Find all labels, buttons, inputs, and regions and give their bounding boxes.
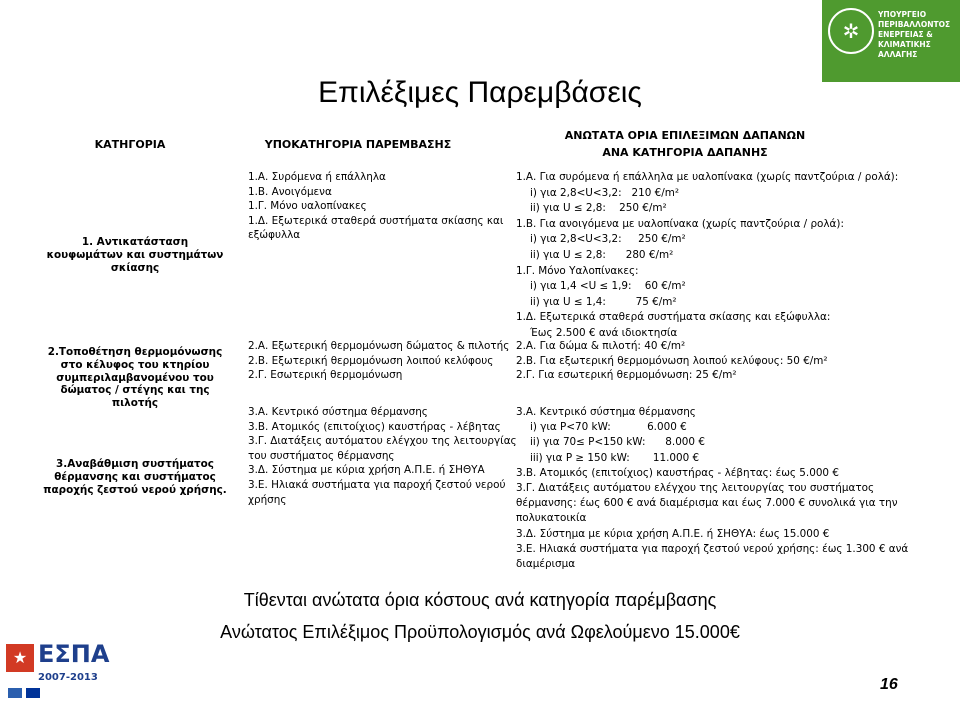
subcategory-item: του συστήματος θέρμανσης	[248, 449, 395, 462]
limits-group-2	[516, 339, 946, 383]
flags	[8, 688, 40, 698]
ministry-logo	[822, 0, 960, 82]
subcategory-group-3	[248, 405, 517, 507]
limit-item: 2.Β. Για εξωτερική θερμομόνωση λοιπού κελύφους: 50 €/m²	[516, 354, 828, 367]
subcategory-group-1	[248, 170, 504, 243]
limit-item: 3.Δ. Σύστημα με κύρια χρήση Α.Π.Ε. ή ΣΗΘΥΑ: έως 15.000 €	[516, 527, 830, 540]
ministry-logo-text: ΥΠΟΥΡΓΕΙΟ ΠΕΡΙΒΑΛΛΟΝΤΟΣ ΕΝΕΡΓΕΙΑΣ & ΚΛΙΜΑΤΙΚΗΣ ΑΛΛΑΓΗΣ	[878, 10, 951, 59]
subcategory-item: 2.Γ. Εσωτερική θερμομόνωση	[248, 369, 403, 382]
limits-group-1	[516, 170, 946, 342]
limit-item: i) για 2,8<U<3,2: 210 €/m²	[530, 186, 680, 199]
ministry-emblem-icon: ✲	[828, 8, 874, 54]
limit-item: 1.Δ. Εξωτερικά σταθερά συστήματα σκίασης και εξώφυλλα:	[516, 311, 831, 324]
limit-item: θέρμανσης: έως 600 € ανά διαμέρισμα και έως 7.000 € συνολικά για την	[516, 497, 898, 510]
limits-group-3	[516, 405, 946, 572]
subcategory-item: 1.Β. Ανοιγόμενα	[248, 185, 332, 198]
limit-item: ii) για U ≤ 2,8: 280 €/m²	[530, 248, 674, 261]
limit-item: πολυκατοικία	[516, 512, 587, 525]
limit-item: διαμέρισμα	[516, 558, 576, 571]
limit-item: 3.Α. Κεντρικό σύστημα θέρμανσης	[516, 406, 696, 418]
limit-item: 1.Α. Για συρόμενα ή επάλληλα με υαλοπίνακα (χωρίς παντζούρια / ρολά):	[516, 171, 899, 183]
espa-logo	[6, 640, 156, 702]
limit-item: 3.Γ. Διατάξεις αυτόματου ελέγχου της λειτουργίας του συστήματος	[516, 482, 875, 495]
header-limits-1: ΑΝΩΤΑΤΑ ΟΡΙΑ ΕΠΙΛΕΞΙΜΩΝ ΔΑΠΑΝΩΝ	[564, 129, 806, 142]
subcategory-item: 3.Ε. Ηλιακά συστήματα για παροχή ζεστού νερού	[248, 478, 506, 491]
subcategory-item: 1.Α. Συρόμενα ή επάλληλα	[248, 171, 386, 183]
subcategory-item: 2.Β. Εξωτερική θερμομόνωση λοιπού κελύφους	[248, 354, 494, 367]
subcategory-group-2	[248, 339, 508, 383]
limit-item: 1.Γ. Μόνο Υαλοπίνακες:	[516, 264, 639, 277]
limit-item: ii) για 70≤ P<150 kW: 8.000 €	[530, 436, 705, 449]
limit-item: 2.Γ. Για εσωτερική θερμομόνωση: 25 €/m²	[516, 369, 737, 382]
limit-item: i) για P<70 kW: 6.000 €	[530, 421, 687, 434]
limit-item: Έως 2.500 € ανά ιδιοκτησία	[530, 326, 678, 339]
page-title: Επιλέξιμες Παρεμβάσεις	[318, 76, 642, 109]
greek-flag-icon	[8, 688, 22, 698]
budget-note: Ανώτατος Επιλέξιμος Προϋπολογισμός ανά Ωφελούμενο 15.000€	[220, 622, 740, 642]
subcategory-item: 3.Α. Κεντρικό σύστημα θέρμανσης	[248, 406, 428, 418]
subcategory-item: εξώφυλλα	[248, 229, 301, 242]
subcategory-item: 1.Δ. Εξωτερικά σταθερά συστήματα σκίασης και	[248, 214, 504, 227]
limit-item: ii) για U ≤ 1,4: 75 €/m²	[530, 295, 677, 308]
category-3: 3.Αναβάθμιση συστήματος θέρμανσης και συστήματος παροχής ζεστού νερού χρήσης.	[43, 458, 227, 496]
limit-item: 3.Ε. Ηλιακά συστήματα για παροχή ζεστού νερού χρήσης: έως 1.300 € ανά	[516, 542, 909, 555]
cost-limits-note: Τίθενται ανώτατα όρια κόστους ανά κατηγορία παρέμβασης	[243, 590, 717, 610]
limit-item: 1.Β. Για ανοιγόμενα με υαλοπίνακα (χωρίς παντζούρια / ρολά):	[516, 217, 844, 230]
espa-name: ΕΣΠΑ	[38, 640, 110, 668]
limit-item: 3.Β. Ατομικός (επιτοίχιος) καυστήρας - λέβητας: έως 5.000 €	[516, 466, 839, 479]
eu-flag-icon	[26, 688, 40, 698]
limit-item: i) για 2,8<U<3,2: 250 €/m²	[530, 233, 686, 246]
subcategory-item: 3.Δ. Σύστημα με κύρια χρήση Α.Π.Ε. ή ΣΗΘΥΑ	[248, 464, 485, 477]
subcategory-item: χρήσης	[248, 493, 287, 506]
limit-item: ii) για U ≤ 2,8: 250 €/m²	[530, 202, 667, 215]
limit-item: iii) για P ≥ 150 kW: 11.000 €	[530, 451, 700, 464]
header-subcategory: ΥΠΟΚΑΤΗΓΟΡΙΑ ΠΑΡΕΜΒΑΣΗΣ	[264, 138, 452, 151]
category-1: 1. Αντικατάσταση κουφωμάτων και συστημάτων σκίασης	[46, 236, 224, 274]
subcategory-item: 1.Γ. Μόνο υαλοπίνακες	[248, 200, 367, 213]
limit-item: 2.Α. Για δώμα & πιλοτή: 40 €/m²	[516, 340, 686, 352]
header-limits-2: ΑΝΑ ΚΑΤΗΓΟΡΙΑ ΔΑΠΑΝΗΣ	[602, 146, 768, 159]
subcategory-item: 3.Β. Ατομικός (επιτοίχιος) καυστήρας - λέβητας	[248, 420, 501, 433]
espa-years: 2007-2013	[38, 672, 98, 683]
category-2: 2.Τοποθέτηση θερμομόνωσης στο κέλυφος του κτηρίου συμπεριλαμβανομένου του δώματος / στέγης και της πιλοτής	[47, 346, 223, 410]
limit-item: i) για 1,4 <U ≤ 1,9: 60 €/m²	[530, 280, 686, 293]
subcategory-item: 2.Α. Εξωτερική θερμομόνωση δώματος & πιλοτής	[248, 340, 510, 352]
espa-mark-icon: ★	[6, 644, 34, 672]
subcategory-item: 3.Γ. Διατάξεις αυτόματου ελέγχου της λειτουργίας	[248, 435, 517, 448]
header-category: ΚΑΤΗΓΟΡΙΑ	[94, 138, 166, 151]
page-number: 16	[880, 676, 898, 693]
